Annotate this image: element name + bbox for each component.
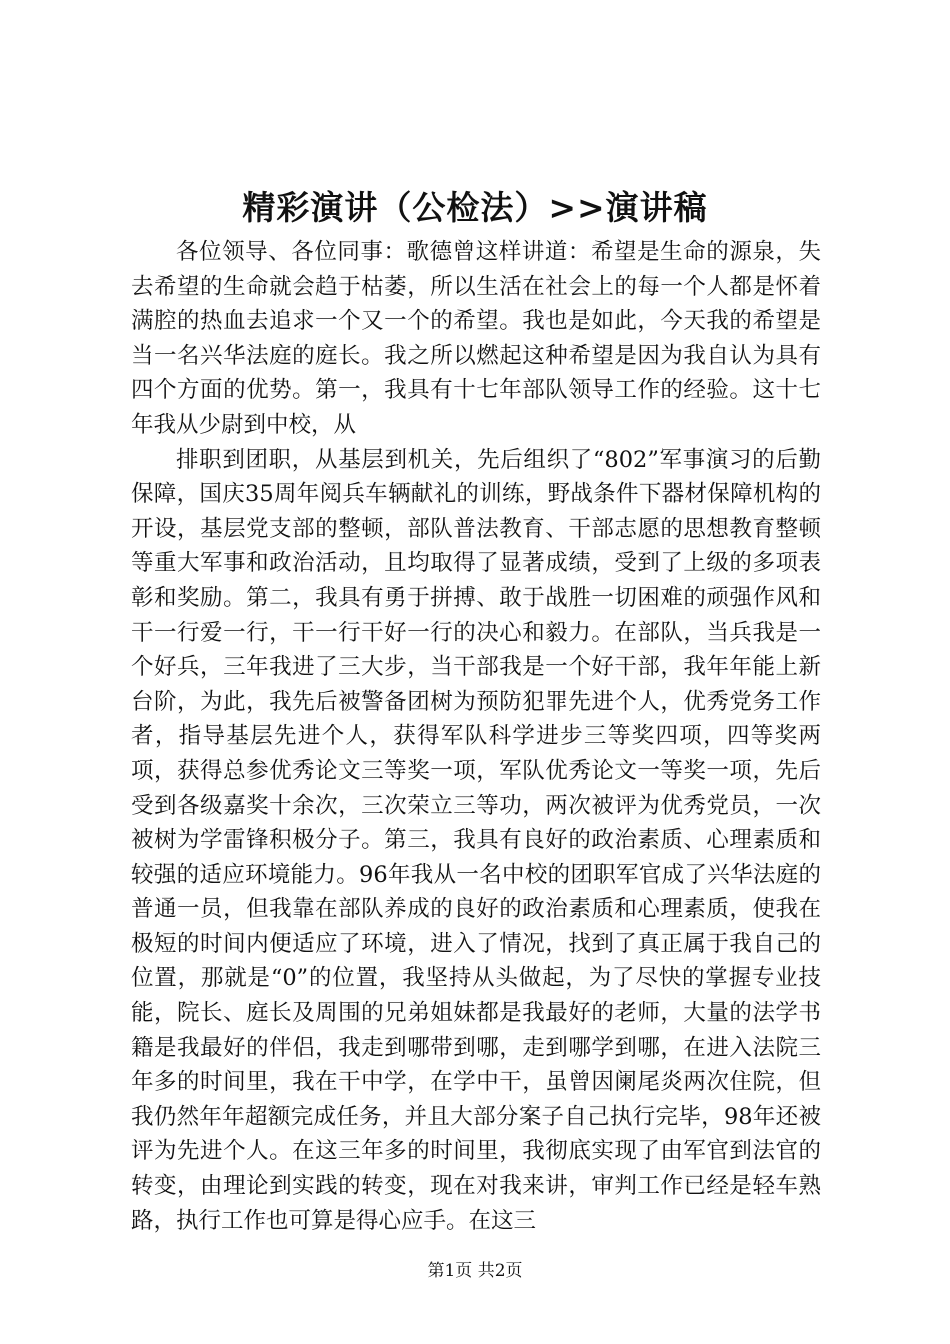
- paragraph-1: 各位领导、各位同事：歌德曾这样讲道：希望是生命的源泉，失去希望的生命就会趋于枯萎，所以生活在社会上的每一个人都是怀着满腔的热血去追求一个又一个的希望。我也是如此，今天我的希望是当一名兴华法庭的庭长。我之所以燃起这种希望是因为我自认为具有四个方面的优势。第一，我具有十七年部队领导工作的经验。这十七年我从少尉到中校，从: [131, 239, 821, 438]
- document-body: [131, 235, 821, 1238]
- page-title: 精彩演讲（公检法）>>演讲稿: [242, 188, 708, 227]
- page-number-footer: 第1页 共2页: [427, 1261, 523, 1281]
- paragraph-2: 排职到团职，从基层到机关，先后组织了“802”军事演习的后勤保障，国庆35周年阅兵车辆献礼的训练，野战条件下器材保障机构的开设，基层党支部的整顿，部队普法教育、干部志愿的思想教育整顿等重大军事和政治活动，且均取得了显著成绩，受到了上级的多项表彰和奖励。第二，我具有勇于拼搏、敢于战胜一切困难的顽强作风和干一行爱一行，干一行干好一行的决心和毅力。在部队，当兵我是一个好兵，三年我进了三大步，当干部我是一个好干部，我年年能上新台阶，为此，我先后被警备团树为预防犯罪先进个人，优秀党务工作者，指导基层先进个人，获得军队科学进步三等奖四项，四等奖两项，获得总参优秀论文三等奖一项，军队优秀论文一等奖一项，先后受到各级嘉奖十余次，三次荣立三等功，两次被评为优秀党员，一次被树为学雷锋积极分子。第三，我具有良好的政治素质、心理素质和较强的适应环境能力。96年我从一名中校的团职军官成了兴华法庭的普通一员，但我靠在部队养成的良好的政治素质和心理素质，使我在极短的时间内便适应了环境，进入了情况，找到了真正属于我自己的位置，那就是“0”的位置，我坚持从头做起，为了尽快的掌握专业技能，院长、庭长及周围的兄弟姐妹都是我最好的老师，大量的法学书籍是我最好的伴侣，我走到哪带到哪，走到哪学到哪，在进入法院三年多的时间里，我在干中学，在学中干，虽曾因阑尾炎两次住院，但我仍然年年超额完成任务，并且大部分案子自己执行完毕，98年还被评为先进个人。在这三年多的时间里，我彻底实现了由军官到法官的转变，由理论到实践的转变，现在对我来讲，审判工作已经是轻车熟路，执行工作也可算是得心应手。在这三: [131, 446, 821, 1234]
